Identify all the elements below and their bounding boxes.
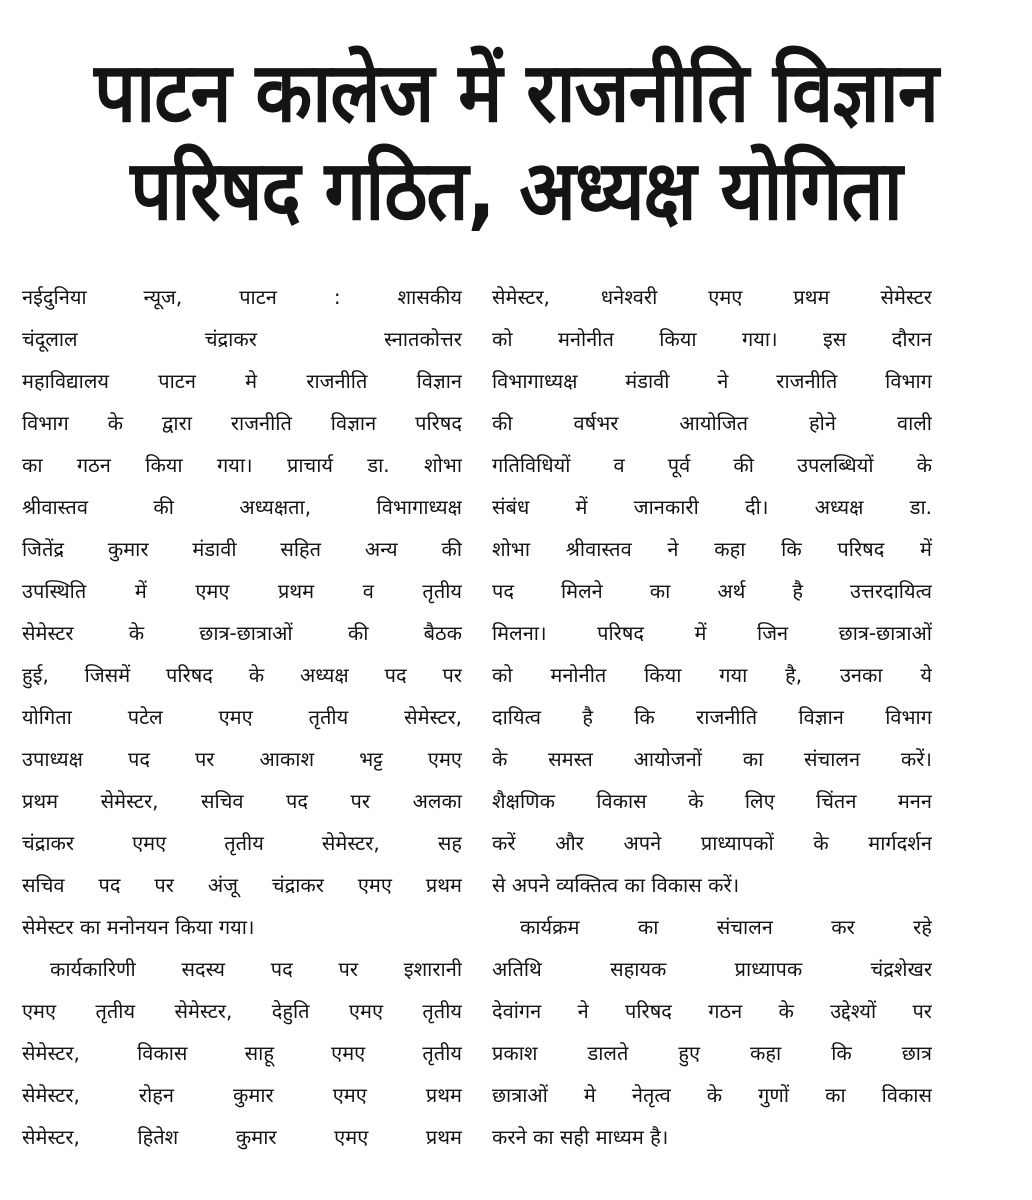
text-line: दायित्व है कि राजनीति विज्ञान विभाग <box>492 705 932 729</box>
text-line: जितेंद्र कुमार मंडावी सहित अन्य की <box>22 537 462 561</box>
text-line: की वर्षभर आयोजित होने वाली <box>492 411 932 435</box>
text-line: सेमेस्टर, धनेश्वरी एमए प्रथम सेमेस्टर <box>492 285 932 309</box>
text-line: प्रकाश डालते हुए कहा कि छात्र <box>492 1041 932 1065</box>
text-line: सेमेस्टर, हितेश कुमार एमए प्रथम <box>22 1125 462 1149</box>
article-body <box>22 276 932 1176</box>
text-line: मिलना। परिषद में जिन छात्र-छात्राओं <box>492 621 932 645</box>
headline <box>0 44 1032 240</box>
text-line: उपाध्यक्ष पद पर आकाश भट्ट एमए <box>22 747 462 771</box>
headline-line-2: परिषद गठित, अध्यक्ष योगिता <box>130 142 902 240</box>
text-line: देवांगन ने परिषद गठन के उद्देश्यों पर <box>492 999 932 1023</box>
text-line: छात्राओं मे नेतृत्व के गुणों का विकास <box>492 1083 932 1107</box>
text-line: करें और अपने प्राध्यापकों के मार्गदर्शन <box>492 831 932 855</box>
text-line: श्रीवास्तव की अध्यक्षता, विभागाध्यक्ष <box>22 495 462 519</box>
text-line: विभागाध्यक्ष मंडावी ने राजनीति विभाग <box>492 369 932 393</box>
text-line: पद मिलने का अर्थ है उत्तरदायित्व <box>492 579 932 603</box>
text-line: प्रथम सेमेस्टर, सचिव पद पर अलका <box>22 789 462 813</box>
clipped-previous-article-strip <box>470 0 890 10</box>
text-line: कार्यक्रम का संचालन कर रहे <box>520 915 932 939</box>
text-line: महाविद्यालय पाटन मे राजनीति विज्ञान <box>22 369 462 393</box>
text-line: नईदुनिया न्यूज, पाटन : शासकीय <box>22 285 462 309</box>
text-line: हुई, जिसमें परिषद के अध्यक्ष पद पर <box>22 663 462 687</box>
left-column <box>22 276 462 1158</box>
text-line: कार्यकारिणी सदस्य पद पर इशारानी <box>50 957 462 981</box>
text-line: के समस्त आयोजनों का संचालन करें। <box>492 747 932 771</box>
text-line: को मनोनीत किया गया। इस दौरान <box>492 327 932 351</box>
text-line: सेमेस्टर, रोहन कुमार एमए प्रथम <box>22 1083 462 1107</box>
text-line: चंद्राकर एमए तृतीय सेमेस्टर, सह <box>22 831 462 855</box>
text-line: योगिता पटेल एमए तृतीय सेमेस्टर, <box>22 705 462 729</box>
text-line: का गठन किया गया। प्राचार्य डा. शोभा <box>22 453 462 477</box>
text-line: सचिव पद पर अंजू चंद्राकर एमए प्रथम <box>22 873 462 897</box>
text-line: चंदूलाल चंद्राकर स्नातकोत्तर <box>22 327 462 351</box>
text-line: अतिथि सहायक प्राध्यापक चंद्रशेखर <box>492 957 932 981</box>
text-line: एमए तृतीय सेमेस्टर, देहुति एमए तृतीय <box>22 999 462 1023</box>
text-line: शोभा श्रीवास्तव ने कहा कि परिषद में <box>492 537 932 561</box>
text-line: सेमेस्टर, विकास साहू एमए तृतीय <box>22 1041 462 1065</box>
text-line: करने का सही माध्यम है। <box>492 1125 669 1149</box>
text-line: उपस्थिति में एमए प्रथम व तृतीय <box>22 579 462 603</box>
text-line: विभाग के द्वारा राजनीति विज्ञान परिषद <box>22 411 462 435</box>
text-line: सेमेस्टर के छात्र-छात्राओं की बैठक <box>22 621 462 645</box>
text-line: से अपने व्यक्तित्व का विकास करें। <box>492 873 740 897</box>
text-line: गतिविधियों व पूर्व की उपलब्धियों के <box>492 453 932 477</box>
right-column <box>492 276 932 1158</box>
text-line: को मनोनीत किया गया है, उनका ये <box>492 663 932 687</box>
text-line: शैक्षणिक विकास के लिए चिंतन मनन <box>492 789 932 813</box>
text-line: संबंध में जानकारी दी। अध्यक्ष डा. <box>492 495 932 519</box>
text-line: सेमेस्टर का मनोनयन किया गया। <box>22 915 255 939</box>
headline-line-1: पाटन कालेज में राजनीति विज्ञान <box>94 44 938 142</box>
